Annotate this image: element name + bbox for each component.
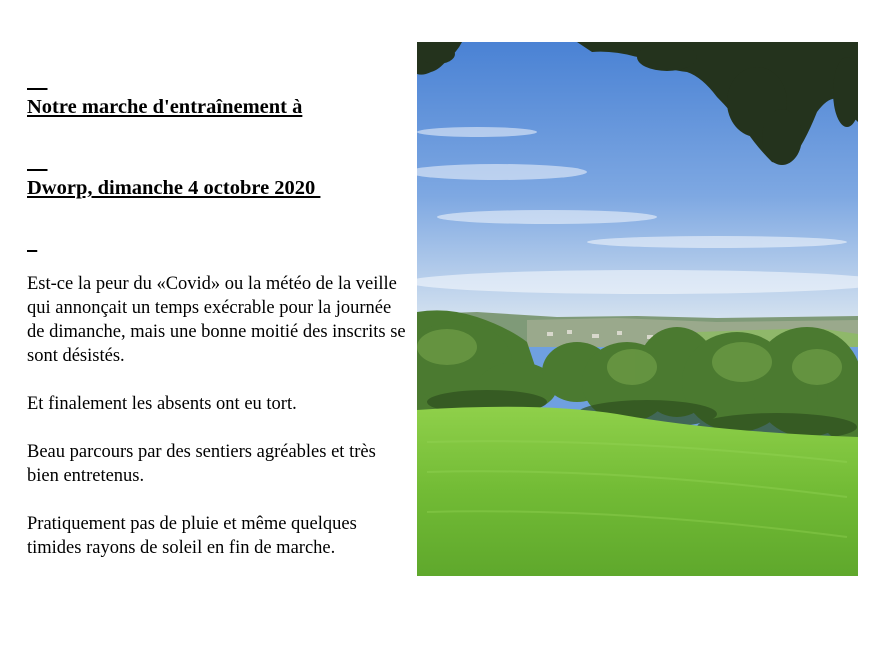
- paragraph-intro: Est-ce la peur du «Covid» ou la météo de la veille qui annonçait un temps exécrable pour la journée de dimanche, mais une bonne moitié des inscrits se sont désistés.: [27, 274, 411, 366]
- article-title: [27, 40, 407, 256]
- article-title-line-1: Notre marche d'entraînement à: [27, 96, 303, 118]
- paragraph-absents: Et finalement les absents ont eu tort.: [27, 394, 297, 414]
- landscape-illustration: [417, 42, 858, 576]
- paragraph-weather: Pratiquement pas de pluie et même quelques timides rayons de soleil en fin de marche.: [27, 514, 362, 558]
- article-text: [27, 40, 411, 560]
- paragraph-route: Beau parcours par des sentiers agréables et très bien entretenus.: [27, 442, 381, 486]
- landscape-photo: [417, 42, 858, 576]
- article-title-line-2: Dworp, dimanche 4 octobre 2020: [27, 177, 321, 199]
